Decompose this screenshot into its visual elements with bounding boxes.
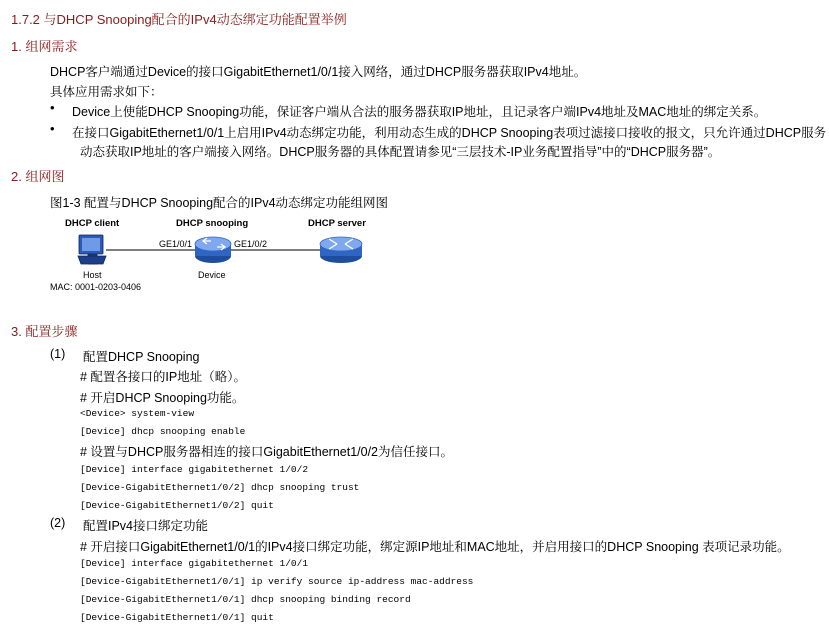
comment: # 开启接口GigabitEthernet1/0/1的IPv4接口绑定功能，绑定源IP地址和MAC地址，并启用接口的DHCP Snooping 表项记录功能。 bbox=[80, 540, 790, 554]
server-router-icon bbox=[320, 237, 362, 263]
dhcp-server-label: DHCP server bbox=[308, 218, 366, 229]
bullet-item: Device上使能DHCP Snooping功能，保证客户端从合法的服务器获取IP地址，且记录客户端IPv4地址及MAC地址的绑定关系。 bbox=[72, 105, 767, 119]
step2-title: 配置IPv4接口绑定功能 bbox=[83, 519, 209, 533]
port-ge1-0-2-label: GE1/0/2 bbox=[234, 239, 268, 249]
step2-number: (2) bbox=[50, 516, 66, 530]
paragraph-intro: DHCP客户端通过Device的接口GigabitEthernet1/0/1接入网络，通过DHCP服务器获取IPv4地址。 bbox=[50, 65, 587, 79]
bullet-dot: • bbox=[50, 121, 55, 136]
code-line: [Device] interface gigabitethernet 1/0/1 bbox=[80, 558, 309, 569]
code-line: [Device] dhcp snooping enable bbox=[80, 426, 246, 437]
code-line: <Device> system-view bbox=[80, 408, 195, 419]
heading-network-diagram: 2. 组网图 bbox=[11, 169, 65, 184]
code-line: [Device-GigabitEthernet1/0/1] ip verify source ip-address mac-address bbox=[80, 576, 474, 587]
dhcp-snooping-label: DHCP snooping bbox=[176, 218, 249, 229]
comment: # 配置各接口的IP地址（略）。 bbox=[80, 370, 246, 384]
heading-networking-requirements: 1. 组网需求 bbox=[11, 39, 78, 54]
port-ge1-0-1-label: GE1/0/1 bbox=[159, 239, 193, 249]
code-line: [Device] interface gigabitethernet 1/0/2 bbox=[80, 464, 309, 475]
step1-number: (1) bbox=[50, 347, 66, 361]
mac-address-label: MAC: 0001-0203-0406 bbox=[50, 282, 142, 292]
snooping-switch-icon bbox=[195, 237, 231, 263]
code-line: [Device-GigabitEthernet1/0/1] quit bbox=[80, 612, 274, 623]
bullet-item: 在接口GigabitEthernet1/0/1上启用IPv4动态绑定功能，利用动态生成的DHCP Snooping表项过滤接口接收的报文，只允许通过DHCP服务 bbox=[72, 126, 827, 140]
figure-caption: 图1-3 配置与DHCP Snooping配合的IPv4动态绑定功能组网图 bbox=[50, 196, 389, 210]
comment: # 开启DHCP Snooping功能。 bbox=[80, 391, 245, 405]
host-label: Host bbox=[83, 270, 102, 280]
bullet-dot: • bbox=[50, 100, 55, 115]
paragraph-requirements: 具体应用需求如下： bbox=[50, 85, 163, 99]
step1-title: 配置DHCP Snooping bbox=[83, 350, 200, 364]
code-line: [Device-GigabitEthernet1/0/1] dhcp snooping binding record bbox=[80, 594, 411, 605]
section-title: 1.7.2 与DHCP Snooping配合的IPv4动态绑定功能配置举例 bbox=[11, 12, 347, 27]
bullet-item-continuation: 动态获取IP地址的客户端接入网络。DHCP服务器的具体配置请参见“三层技术-IP业务配置指导”中的“DHCP服务器”。 bbox=[80, 145, 721, 159]
heading-configuration-steps: 3. 配置步骤 bbox=[11, 324, 78, 339]
comment: # 设置与DHCP服务器相连的接口GigabitEthernet1/0/2为信任接口。 bbox=[80, 445, 454, 459]
device-label: Device bbox=[198, 270, 226, 280]
network-diagram bbox=[70, 228, 390, 276]
host-pc-icon bbox=[78, 235, 106, 264]
code-line: [Device-GigabitEthernet1/0/2] quit bbox=[80, 500, 274, 511]
dhcp-client-label: DHCP client bbox=[65, 218, 120, 229]
code-line: [Device-GigabitEthernet1/0/2] dhcp snooping trust bbox=[80, 482, 360, 493]
